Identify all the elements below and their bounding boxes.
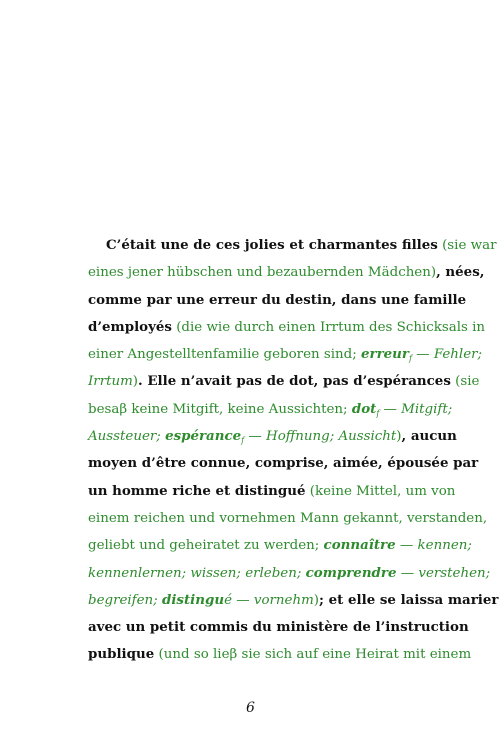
french-text: , nées, [436, 264, 485, 281]
french-text: moyen d’être connue, comprise, aimée, épousée par [88, 455, 479, 472]
french-text: C’était une de ces jolies et charmantes filles [106, 237, 438, 253]
text-line [88, 641, 472, 668]
french-text: publique [88, 646, 155, 663]
german-translation: einem reichen und vornehmen Mann gekannt, verstanden, [88, 510, 488, 526]
german-translation: ) [396, 429, 402, 445]
german-translation: besaβ keine Mitgift, keine Aussichten; [88, 401, 352, 417]
french-text: . Elle n’avait pas de dot, pas d’espérances [138, 373, 451, 390]
french-text: avec un petit commis du ministère de l’instruction [88, 619, 469, 636]
text-line [88, 532, 472, 559]
vocabulary-word: distingu [161, 591, 225, 608]
vocabulary-word: dot [351, 400, 377, 417]
vocabulary-word: comprendre [305, 564, 397, 581]
text-line [88, 232, 497, 259]
vocabulary-translation: é — vornehm [224, 592, 314, 608]
text-line [88, 478, 456, 505]
vocabulary-translation: kennenlernen; wissen; erleben; [88, 565, 306, 581]
text-line [88, 341, 483, 368]
vocabulary-translation: Irrtum [88, 374, 133, 390]
french-text: un homme riche et distingué [88, 482, 306, 499]
german-translation: (sie war [437, 238, 497, 253]
vocabulary-translation: — kennen; [395, 538, 472, 554]
text-line [88, 314, 486, 341]
grammar-gender-mark: f [241, 436, 245, 446]
vocabulary-translation: — Mitgift; [379, 401, 453, 417]
text-line [88, 587, 499, 614]
french-text: d’employés [88, 318, 172, 335]
german-translation: eines jener hübschen und bezaubernden Mädchen) [88, 265, 437, 281]
german-translation: einer Angestelltenfamilie geboren sind; [88, 347, 361, 363]
german-translation: ) [313, 592, 320, 608]
text-line [88, 614, 469, 641]
french-text: ; et elle se laissa marier [319, 591, 499, 608]
german-translation: (und so lieβ sie sich auf eine Heirat mit einem [154, 647, 472, 663]
vocabulary-word: erreur [361, 346, 409, 363]
german-translation: (keine Mittel, um von [305, 483, 456, 499]
grammar-gender-mark: f [376, 408, 380, 418]
french-text: , aucun [401, 428, 457, 445]
text-line [88, 259, 485, 286]
text-line [88, 560, 491, 587]
page-number: 6 [246, 700, 255, 716]
german-translation: (die wie durch einen Irrtum des Schicksals in [171, 319, 486, 335]
text-line [88, 423, 457, 450]
text-line [88, 396, 453, 423]
vocabulary-translation: begreifen; [88, 592, 162, 608]
german-translation: ) [132, 374, 139, 390]
german-translation: geliebt und geheiratet zu werden; [88, 538, 324, 554]
vocabulary-translation: — Hoffnung; Aussicht [244, 429, 397, 445]
vocabulary-translation: — verstehen; [396, 565, 491, 581]
grammar-gender-mark: f [408, 354, 412, 364]
vocabulary-translation: Aussteuer; [88, 429, 166, 445]
bilingual-paragraph [88, 232, 499, 669]
text-line [88, 368, 480, 395]
vocabulary-translation: — Fehler; [411, 347, 483, 363]
french-text: comme par une erreur du destin, dans une famille [88, 291, 467, 308]
vocabulary-word: connaître [323, 537, 396, 554]
vocabulary-word: espérance [165, 428, 242, 445]
text-line [88, 505, 488, 532]
text-line [88, 450, 479, 477]
text-line [88, 287, 467, 314]
german-translation: (sie [450, 374, 480, 390]
